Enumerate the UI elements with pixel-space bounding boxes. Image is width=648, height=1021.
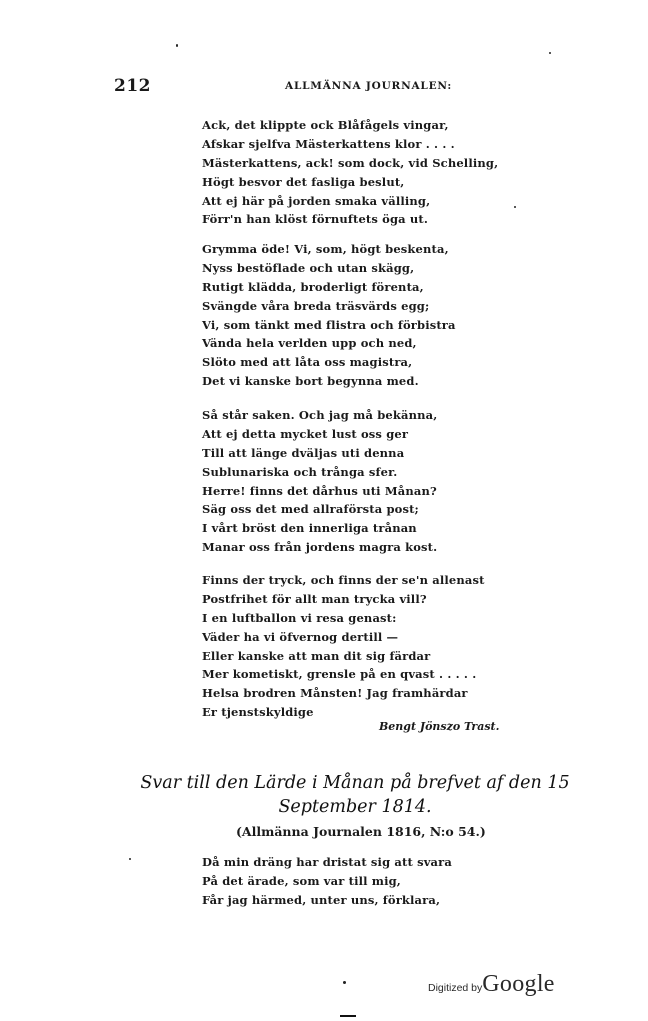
poem-line: Att ej detta mycket lust oss ger bbox=[202, 426, 409, 441]
ink-speck bbox=[129, 858, 131, 860]
section-title-line: September 1814. bbox=[278, 797, 432, 817]
poem-stanza bbox=[202, 406, 437, 557]
poem-stanza bbox=[202, 853, 452, 910]
ink-speck bbox=[176, 44, 178, 47]
poem-line: Slöto med att låta oss magistra, bbox=[202, 355, 413, 370]
poem-line: Grymma öde! Vi, som, högt beskenta, bbox=[202, 242, 449, 256]
poem-line: Så står saken. Och jag må bekänna, bbox=[202, 408, 438, 422]
poem-line: Ack, det klippte ock Blåfågels vingar, bbox=[202, 118, 449, 132]
poem-line: Väder ha vi öfvernog dertill — bbox=[202, 629, 399, 644]
poem-line: Förr'n han klöst förnuftets öga ut. bbox=[202, 212, 429, 227]
poem-line: Till att länge dväljas uti denna bbox=[202, 445, 405, 460]
ink-speck bbox=[514, 206, 516, 208]
google-logo: Google bbox=[482, 971, 555, 997]
poem-line: Finns der tryck, och finns der se'n allenast bbox=[202, 573, 485, 587]
poem-line: Eller kanske att man dit sig färdar bbox=[202, 648, 431, 663]
ink-speck bbox=[343, 981, 346, 984]
poem-line: Herre! finns det dårhus uti Månan? bbox=[202, 483, 437, 498]
signature: Bengt Jönszo Trast. bbox=[379, 720, 500, 733]
poem-line: Afskar sjelfva Mästerkattens klor . . . . bbox=[202, 136, 455, 151]
section-title-line: Svar till den Lärde i Månan på brefvet af den 15 bbox=[140, 773, 570, 793]
poem-stanza bbox=[202, 571, 485, 722]
running-head: ALLMÄNNA JOURNALEN: bbox=[285, 80, 453, 92]
poem-line: I vårt bröst den innerliga trånan bbox=[202, 521, 417, 536]
poem-line: På det ärade, som var till mig, bbox=[202, 873, 401, 888]
poem-line: Mästerkattens, ack! som dock, vid Schelling, bbox=[202, 155, 499, 170]
poem-line: Manar oss från jordens magra kost. bbox=[202, 540, 438, 555]
poem-line: I en luftballon vi resa genast: bbox=[202, 610, 397, 625]
digitized-by-watermark bbox=[428, 971, 555, 998]
poem-line: Högt besvor det fasliga beslut, bbox=[202, 174, 405, 189]
page-number: 212 bbox=[114, 76, 151, 96]
poem-line: Vända hela verlden upp och ned, bbox=[202, 336, 417, 351]
poem-line: Det vi kanske bort begynna med. bbox=[202, 374, 419, 389]
poem-line: Svängde våra breda träsvärds egg; bbox=[202, 298, 430, 313]
poem-line: Säg oss det med allraförsta post; bbox=[202, 502, 419, 517]
poem-stanza bbox=[202, 240, 456, 391]
poem-line: Då min dräng har dristat sig att svara bbox=[202, 855, 452, 869]
poem-line: Sublunariska och trånga sfer. bbox=[202, 464, 398, 479]
poem-line: Er tjenstskyldige bbox=[202, 705, 314, 720]
poem-line: Postfrihet för allt man trycka vill? bbox=[202, 591, 427, 606]
poem-line: Rutigt klädda, broderligt förenta, bbox=[202, 279, 424, 294]
poem-line: Får jag härmed, unter uns, förklara, bbox=[202, 892, 441, 907]
poem-line: Helsa brodren Månsten! Jag framhärdar bbox=[202, 686, 468, 701]
source-note: (Allmänna Journalen 1816, N:o 54.) bbox=[236, 824, 486, 839]
poem-line: Mer kometiskt, grensle på en qvast . . . . . bbox=[202, 667, 477, 682]
digitized-by-label: Digitized by bbox=[428, 982, 483, 994]
poem-stanza bbox=[202, 116, 498, 229]
poem-line: Vi, som tänkt med flistra och förbistra bbox=[202, 317, 456, 332]
ink-speck bbox=[549, 52, 551, 54]
section-title bbox=[140, 771, 570, 819]
poem-line: Att ej här på jorden smaka välling, bbox=[202, 193, 431, 208]
poem-line: Nyss bestöflade och utan skägg, bbox=[202, 260, 415, 275]
page-edge-mark bbox=[340, 1015, 356, 1017]
